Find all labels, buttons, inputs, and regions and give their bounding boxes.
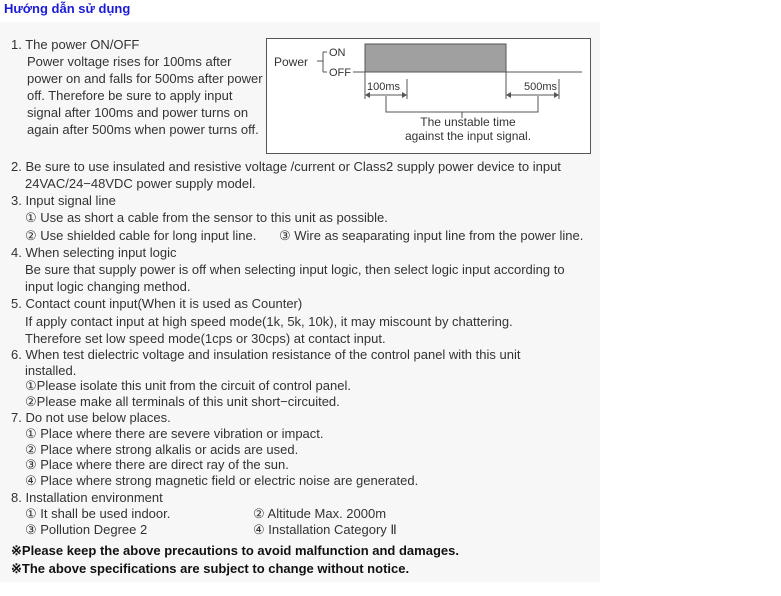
section-body: Power voltage rises for 100ms after power on and falls for 500ms after power off. Therefore be sure to apply input signal after 100ms and power turns on again after 500ms when power turns off.: [27, 54, 263, 137]
line-4-body-1: Be sure that supply power is off when selecting input logic, then select logic input according to: [25, 262, 565, 277]
page-title: Hướng dẫn sử dụng: [4, 1, 131, 16]
line-6-heading: 6. When test dielectric voltage and insulation resistance of the control panel with this unit: [11, 347, 521, 362]
line-6-item-1: ①Please isolate this unit from the circuit of control panel.: [25, 378, 351, 393]
line-7-item-4: ④ Place where strong magnetic field or electric noise are generated.: [25, 473, 419, 488]
note-line-1: The unstable time: [420, 115, 516, 129]
line-7-item-1: ① Place where there are severe vibration or impact.: [25, 426, 324, 441]
on-label: ON: [329, 47, 346, 59]
line-3-item-1: ① Use as short a cable from the sensor to this unit as possible.: [25, 210, 388, 225]
note-line-2: against the input signal.: [404, 129, 532, 143]
line-8-item-2: ② Altitude Max. 2000m: [253, 506, 387, 521]
off-label: OFF: [329, 67, 351, 79]
on-state-bar: [365, 44, 506, 72]
power-timing-diagram: [266, 38, 591, 154]
line-4-body-2: input logic changing method.: [25, 279, 191, 294]
line-3-heading: 3. Input signal line: [11, 193, 116, 208]
line-8-item-1: ① It shall be used indoor.: [25, 506, 171, 521]
delay-on-label: 100ms: [367, 81, 401, 93]
note-bracket: [386, 96, 538, 112]
line-8-item-3: ③ Pollution Degree 2: [25, 522, 148, 537]
line-2-body: 24VAC/24−48VDC power supply model.: [25, 176, 256, 191]
line-8-heading: 8. Installation environment: [11, 490, 163, 505]
specification-note: ※The above specifications are subject to change without notice.: [11, 561, 410, 576]
line-2-heading: 2. Be sure to use insulated and resistive voltage /current or Class2 supply power device to input: [11, 159, 561, 174]
precaution-note: ※Please keep the above precautions to avoid malfunction and damages.: [11, 543, 459, 558]
line-6-heading-cont: installed.: [25, 363, 77, 378]
line-5-heading: 5. Contact count input(When it is used as Counter): [11, 296, 303, 311]
line-8-item-4: ④ Installation Category Ⅱ: [253, 522, 397, 537]
line-7-item-3: ③ Place where there are direct ray of the sun.: [25, 457, 289, 472]
line-3-item-3: ③ Wire as seaparating input line from the power line.: [279, 228, 584, 243]
power-bracket: [317, 52, 327, 72]
delay-off-label: 500ms: [524, 81, 558, 93]
line-4-heading: 4. When selecting input logic: [11, 245, 177, 260]
power-label: Power: [274, 55, 309, 69]
line-7-heading: 7. Do not use below places.: [11, 410, 171, 425]
line-5-body-2: Therefore set low speed mode(1cps or 30cps) at contact input.: [25, 331, 386, 346]
section-heading: 1. The power ON/OFF: [11, 37, 140, 52]
line-6-item-2: ②Please make all terminals of this unit short−circuited.: [25, 394, 340, 409]
line-5-body-1: If apply contact input at high speed mode(1k, 5k, 10k), it may miscount by chattering.: [25, 314, 513, 329]
line-7-item-2: ② Place where strong alkalis or acids are used.: [25, 442, 299, 457]
line-3-item-2: ② Use shielded cable for long input line.: [25, 228, 257, 243]
section-power-onoff: [11, 36, 266, 138]
